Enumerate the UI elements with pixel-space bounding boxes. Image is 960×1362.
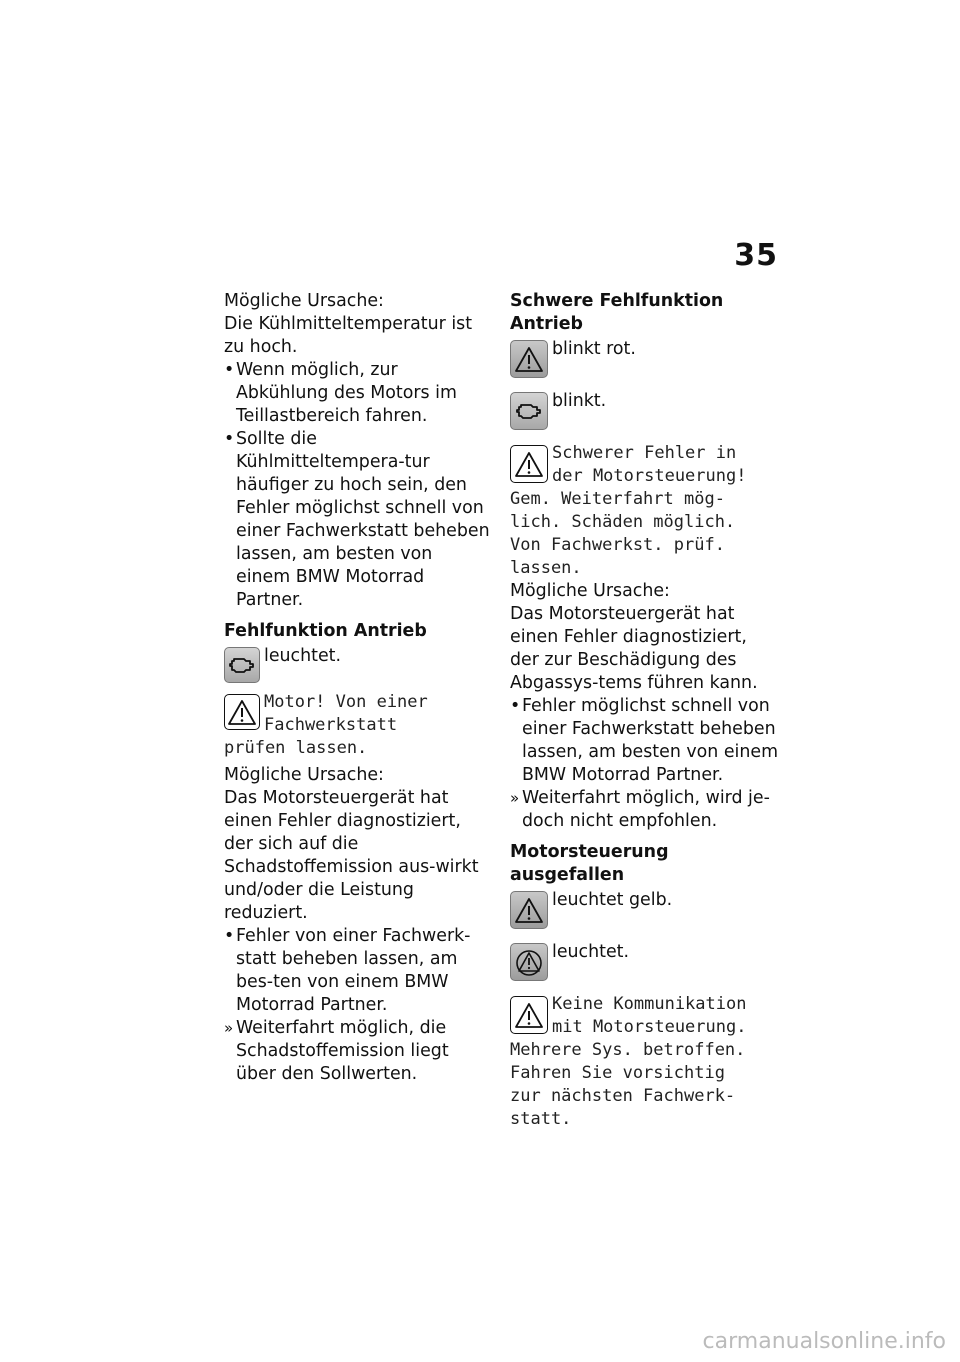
display-text-line: lassen. [510, 558, 582, 578]
cause-text: Das Motorsteuergerät hat einen Fehler diagnostiziert, der sich auf die Schadstoffemission aus-wirkt und/oder die Leistung reduziert. [224, 788, 479, 923]
display-text-line: der Motorsteuerung! [552, 466, 747, 486]
display-text-line: Keine Kommunikation [552, 994, 747, 1014]
warning-triangle-icon [510, 445, 548, 483]
engine-indicator-row [510, 388, 780, 430]
display-text-line: Schwerer Fehler in [552, 443, 737, 463]
indicator-label: blinkt rot. [552, 339, 636, 359]
display-text-line: statt. [510, 1109, 572, 1129]
display-text-line: Von Fachwerkst. prüf. [510, 535, 725, 555]
warning-triangle-icon [224, 694, 260, 730]
cause-label: Mögliche Ursache: [510, 581, 670, 601]
engine-check-icon [224, 647, 260, 683]
section-heading: Fehlfunktion Antrieb [224, 621, 427, 641]
instruction-bullet: • Fehler von einer Fachwerk-statt beheben lassen, am bes-ten von einem BMW Motorrad Partner. [224, 925, 490, 1017]
cause-label: Mögliche Ursache: [224, 765, 384, 785]
display-text-line: Gem. Weiterfahrt mög- [510, 489, 725, 509]
section-heading: Schwere Fehlfunktion Antrieb [510, 291, 724, 334]
instruction-bullet: • Wenn möglich, zur Abkühlung des Motors im Teillastbereich fahren. [224, 359, 490, 428]
warning-indicator-row [510, 336, 780, 378]
general-warning-icon [510, 943, 548, 981]
display-text-line: mit Motorsteuerung. [552, 1017, 747, 1037]
display-text-line: Motor! Von einer [264, 692, 428, 712]
display-text-line: Mehrere Sys. betroffen. [510, 1040, 746, 1060]
indicator-label: leuchtet. [264, 646, 342, 666]
left-column [224, 290, 490, 1086]
warning-triangle-icon [510, 340, 548, 378]
display-text-line: Fachwerkstatt [264, 715, 398, 735]
display-text-line: zur nächsten Fachwerk- [510, 1086, 736, 1106]
result-text: » Weiterfahrt möglich, die Schadstoffemission liegt über den Sollwerten. [224, 1017, 490, 1086]
cause-text: Die Kühlmitteltemperatur ist zu hoch. [224, 314, 473, 357]
cause-label: Mögliche Ursache: [224, 291, 384, 311]
display-text-line: lich. Schäden möglich. [510, 512, 736, 532]
instruction-bullet: • Sollte die Kühlmitteltempera-tur häufiger zu hoch sein, den Fehler möglichst schnell von einer Fachwerkstatt beheben lassen, am besten von einem BMW Motorrad Partner. [224, 428, 490, 612]
display-message [224, 691, 490, 760]
section-heading: Motorsteuerung ausgefallen [510, 842, 669, 885]
display-text-line: Fahren Sie vorsichtig [510, 1063, 725, 1083]
result-text: » Weiterfahrt möglich, wird je-doch nicht empfohlen. [510, 787, 780, 833]
display-message [510, 442, 780, 580]
engine-indicator-row [224, 643, 490, 683]
general-warning-row [510, 939, 780, 981]
warning-indicator-row [510, 887, 780, 929]
page-number: 35 [734, 238, 778, 273]
indicator-label: leuchtet. [552, 942, 630, 962]
display-message [510, 993, 780, 1131]
instruction-bullet: • Fehler möglichst schnell von einer Fachwerkstatt beheben lassen, am besten von einem BMW Motorrad Partner. [510, 695, 780, 787]
indicator-label: blinkt. [552, 391, 607, 411]
warning-triangle-icon [510, 891, 548, 929]
cause-text: Das Motorsteuergerät hat einen Fehler diagnostiziert, der zur Beschädigung des Abgassys-tems führen kann. [510, 604, 758, 693]
indicator-label: leuchtet gelb. [552, 890, 673, 910]
engine-check-icon [510, 392, 548, 430]
footer-watermark: carmanualsonline.info [702, 1329, 946, 1354]
warning-triangle-icon [510, 996, 548, 1034]
right-column [510, 290, 780, 1131]
display-text-line: prüfen lassen. [224, 738, 368, 758]
